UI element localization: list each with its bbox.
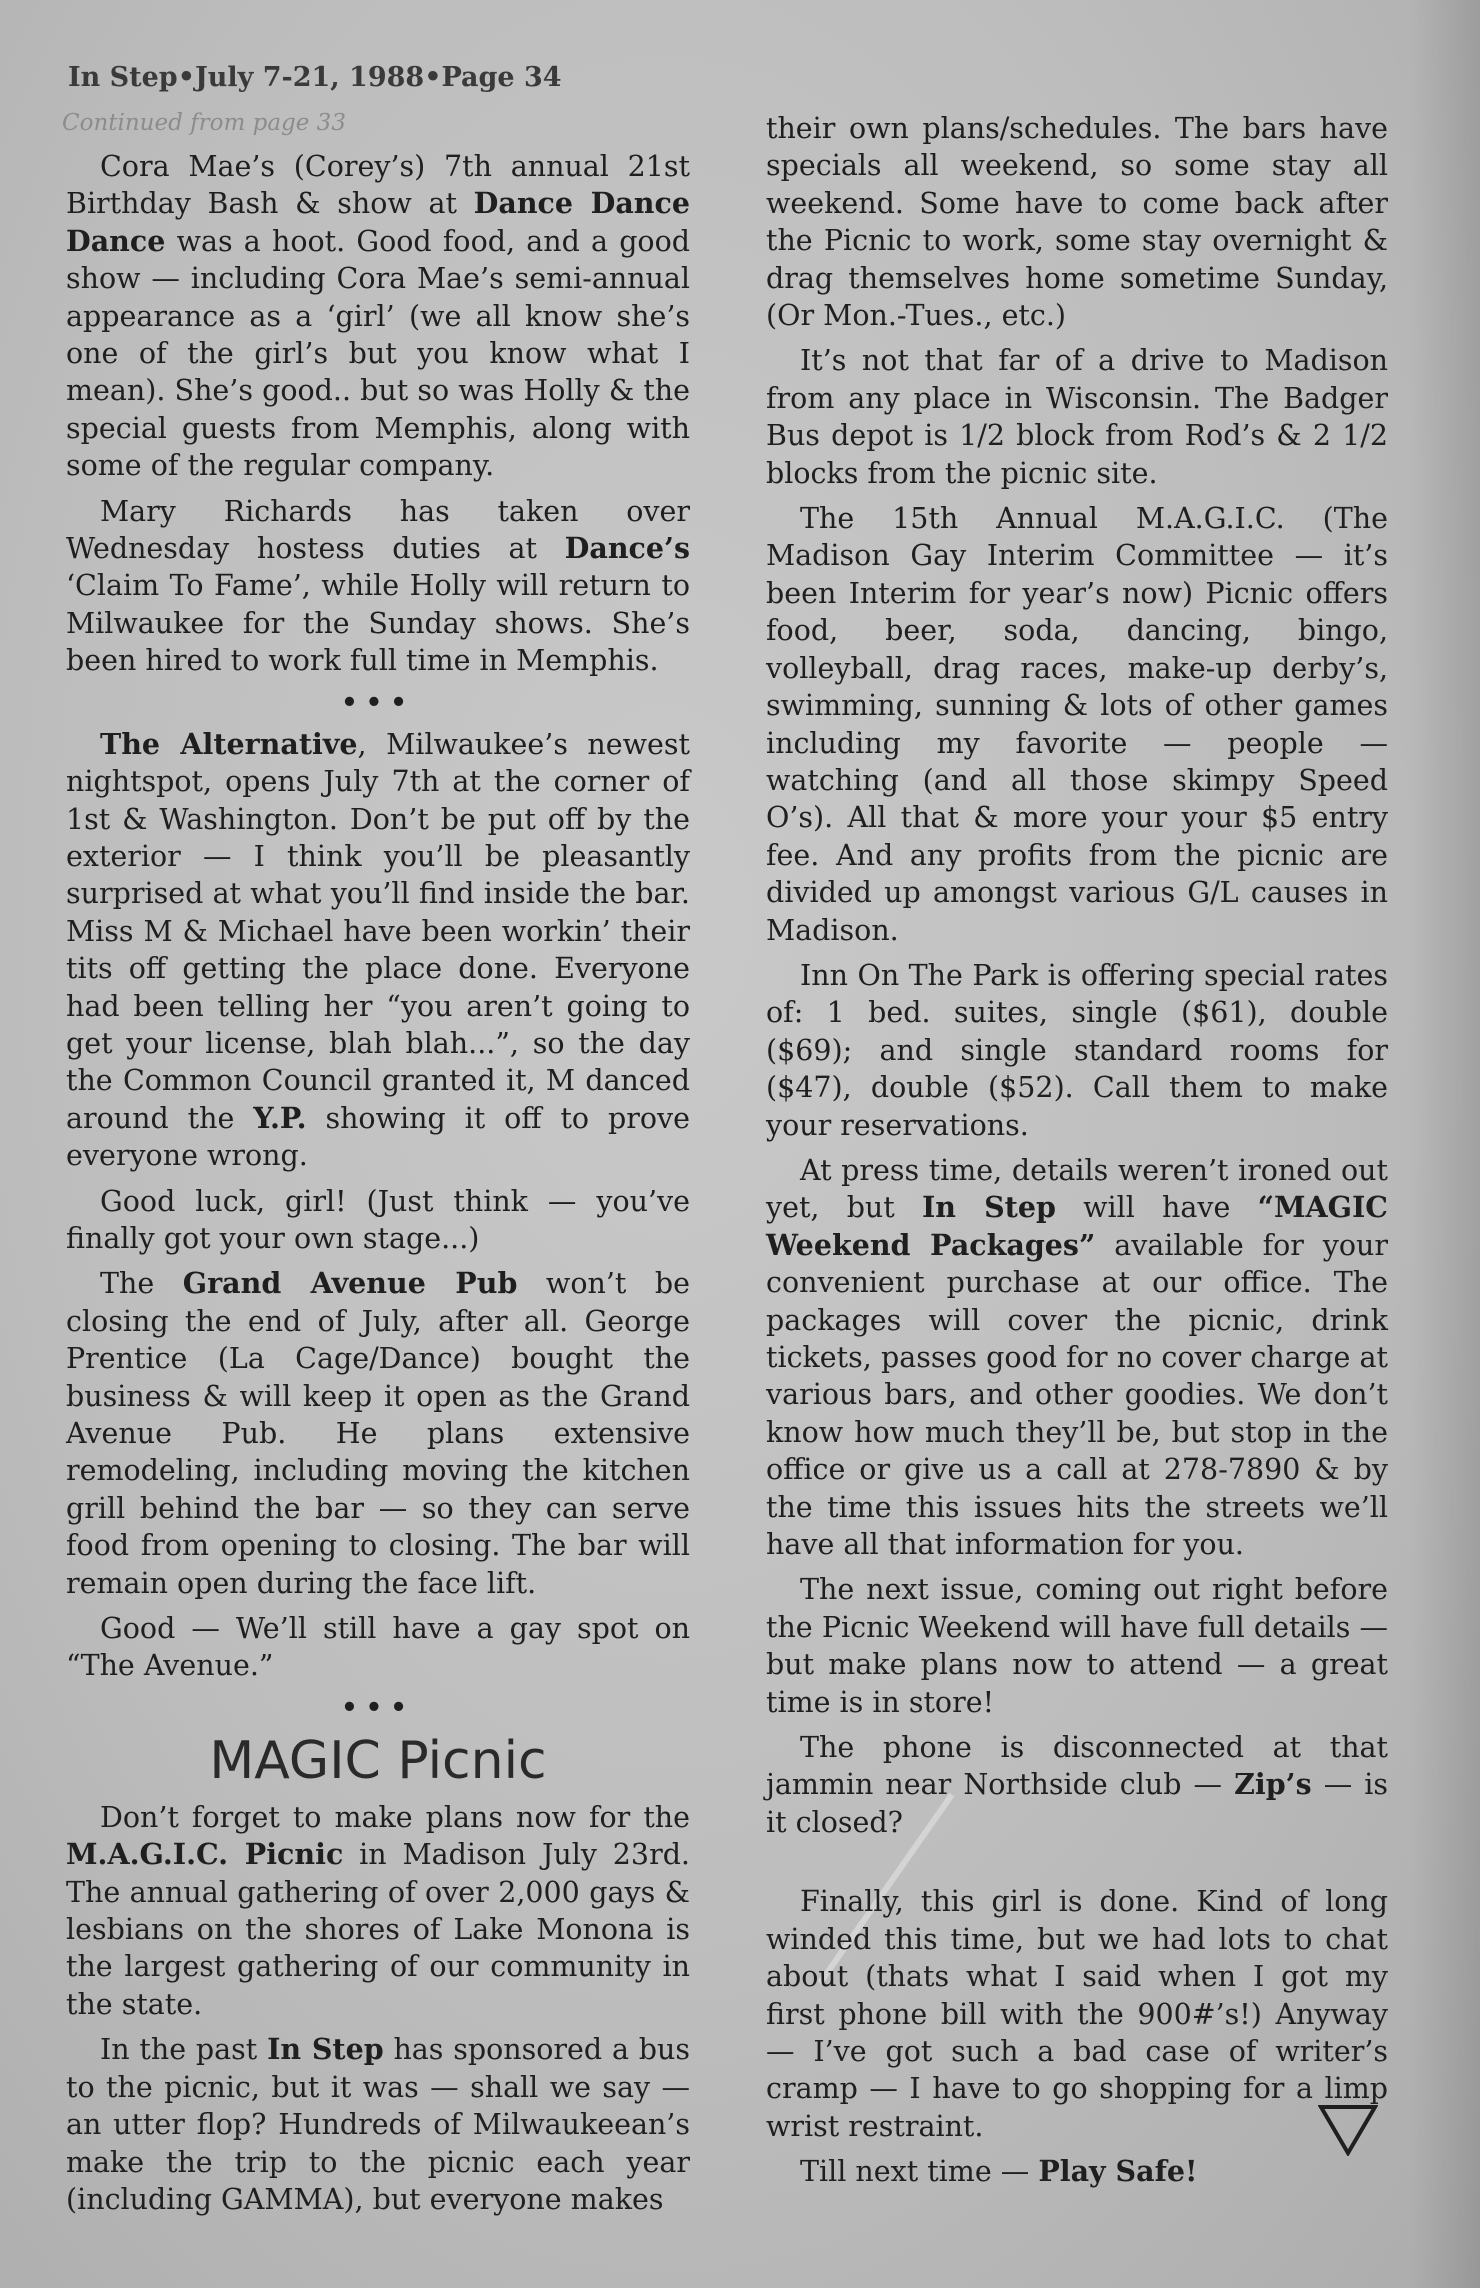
spacer <box>766 1849 1388 1883</box>
paragraph: The Alternative, Milwaukee’s newest nightspot, opens July 7th at the corner of 1st & Washington. Don’t be put off by the exterior — I think you’ll be pleasantly surprised at what you’ll find inside the bar. Miss M & Michael have been workin’ their tits off getting the place done. Everyone had been telling her “you aren’t going to get your license, blah blah...”, so the day the Common Council granted it, M danced around the Y.P. showing it off to prove everyone wrong. <box>66 726 691 1173</box>
section-separator: ••• <box>341 1692 415 1723</box>
paragraph: Good luck, girl! (Just think — you’ve finally got your own stage...) <box>66 1184 690 1255</box>
paragraph: Cora Mae’s (Corey’s) 7th annual 21st Birthday Bash & show at Dance Dance Dance was a hoot. Good food, and a good show — including Cora Mae’s semi-annual appearance as a ‘girl’ (we all know she’s one of the girl’s but you know what I mean). She’s good.. but so was Holly & the special guests from Memphis, along with some of the regular company. <box>66 150 691 483</box>
paragraph: Finally, this girl is done. Kind of long winded this time, but we had lots to chat about (thats what I said when I got my first phone bill with the 900#’s!) Anyway — I’ve got such a bad case of writer’s cramp — I have to go shopping for a limp wrist restraint. <box>766 1885 1388 2143</box>
paragraph: At press time, details weren’t ironed out yet, but In Step will have “MAGIC Weekend Packages” available for your convenient purchase at our office. The packages will cover the picnic, drink tickets, passes good for no cover charge at various bars, and other goodies. We don’t know how much they’ll be, but stop in the office or give us a call at 278-7890 & by the time this issues hits the streets we’ll have all that information for you. <box>766 1153 1388 1562</box>
paragraph: Till next time — Play Safe! <box>800 2154 1198 2189</box>
paragraph: The next issue, coming out right before the Picnic Weekend will have full details — but make plans now to attend — a great time is in store! <box>766 1573 1388 1719</box>
paragraph: It’s not that far of a drive to Madison from any place in Wisconsin. The Badger Bus depot is 1/2 block from Rod’s & 2 1/2 blocks from the picnic site. <box>766 344 1388 490</box>
paragraph: The phone is disconnected at that jammin near Northside club — Zip’s — is it closed? <box>766 1731 1389 1839</box>
paragraph: The Grand Avenue Pub won’t be closing the end of July, after all. George Prentice (La Cage/Dance) bought the business & will keep it open as the Grand Avenue Pub. He plans extensive remodeling, including moving the kitchen grill behind the bar — so they can serve food from opening to closing. The bar will remain open during the face lift. <box>66 1266 690 1600</box>
paragraph: In the past In Step has sponsored a bus to the picnic, but it was — shall we say — an utter flop? Hundreds of Milwaukeean’s make the trip to the picnic each year (including GAMMA), but everyone makes <box>66 2032 691 2216</box>
continued-note: Continued from page 33 <box>62 110 346 136</box>
paragraph: their own plans/schedules. The bars have specials all weekend, so some stay all weekend. Some have to come back after the Picnic to work, some stay overnight & drag themselves home sometime Sunday, (Or Mon.-Tues., etc.) <box>766 112 1388 333</box>
paragraph: The 15th Annual M.A.G.I.C. (The Madison Gay Interim Committee — it’s been Interim for year’s now) Picnic offers food, beer, soda, dancing, bingo, volleyball, drag races, make-up derby’s, swimming, sunning & lots of other games including my favorite — people — watching (and all those skimpy Speed O’s). All that & more your your $5 entry fee. And any profits from the picnic are divided up amongst various G/L causes in Madison. <box>766 502 1388 947</box>
section-title: MAGIC Picnic <box>209 1730 547 1791</box>
left-column <box>66 148 690 2226</box>
triangle-end-icon <box>1318 2104 1378 2156</box>
paragraph: Mary Richards has taken over Wednesday hostess duties at Dance’s ‘Claim To Fame’, while Holly will return to Milwaukee for the Sunday shows. She’s been hired to work full time in Memphis. <box>66 494 690 678</box>
paragraph: Don’t forget to make plans now for the M.A.G.I.C. Picnic in Madison July 23rd. The annual gathering of over 2,000 gays & lesbians on the shores of Lake Monona is the largest gathering of our community in the state. <box>66 1800 690 2021</box>
page-edge-shadow <box>1410 0 1480 2288</box>
right-column <box>766 110 1388 2199</box>
page-header: In Step•July 7-21, 1988•Page 34 <box>68 62 562 93</box>
paragraph: Inn On The Park is offering special rates of: 1 bed. suites, single ($61), double ($69); and single standard rooms for ($47), double ($52). Call them to make your reservations. <box>766 958 1388 1142</box>
section-separator: ••• <box>341 687 415 718</box>
paragraph: Good — We’ll still have a gay spot on “The Avenue.” <box>66 1612 690 1683</box>
